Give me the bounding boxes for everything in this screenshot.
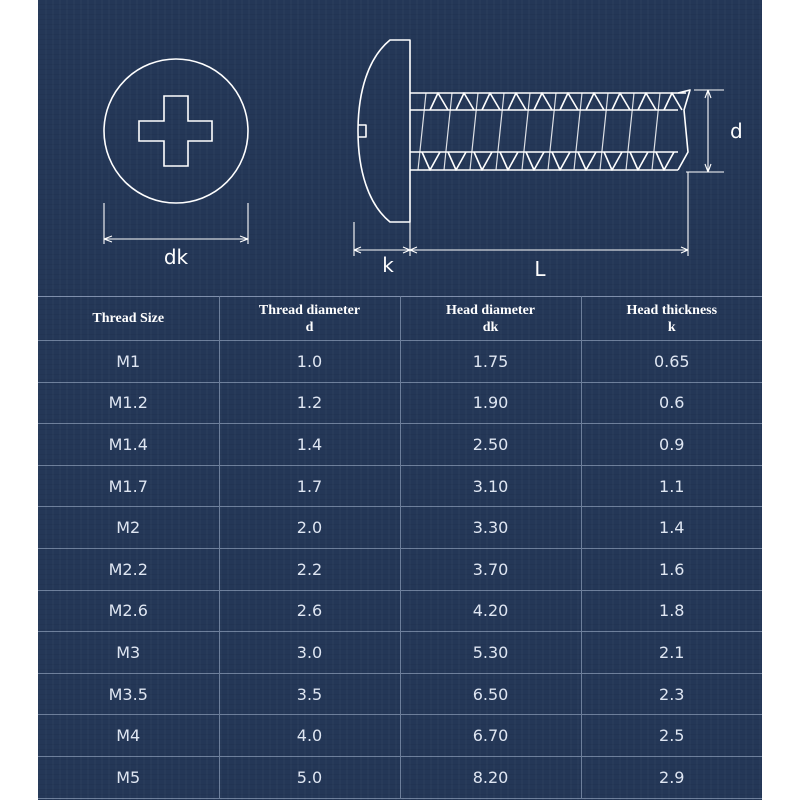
cell-head-thickness: 1.4: [581, 507, 762, 549]
k-and-l-dimensions: [354, 172, 688, 256]
header-thread-diameter: [219, 297, 400, 341]
self-tapping-tip: [678, 90, 690, 170]
cell-head-thickness: 2.1: [581, 632, 762, 674]
cell-thread-diameter: 1.0: [219, 341, 400, 383]
screw-head-top-view: [104, 59, 248, 203]
phillips-cross-recess: [139, 96, 212, 166]
cell-head-thickness: 2.9: [581, 756, 762, 798]
table-row: [38, 424, 762, 466]
cell-thread-diameter: 2.2: [219, 548, 400, 590]
cell-head-diameter: 1.90: [400, 382, 581, 424]
cell-head-diameter: 8.20: [400, 756, 581, 798]
screw-dimension-diagram: [38, 0, 762, 296]
header-line1: Head diameter: [445, 302, 536, 318]
table-row: [38, 341, 762, 383]
table-row: [38, 465, 762, 507]
table-row: [38, 548, 762, 590]
cell-thread-size: M2.2: [38, 548, 219, 590]
table-row: [38, 756, 762, 798]
cell-head-diameter: 3.10: [400, 465, 581, 507]
table-body: [38, 341, 762, 799]
header-line1: Thread diameter: [258, 302, 361, 318]
cell-thread-size: M1: [38, 341, 219, 383]
table-row: [38, 590, 762, 632]
cell-thread-diameter: 2.6: [219, 590, 400, 632]
cell-thread-diameter: 2.0: [219, 507, 400, 549]
header-thread-size: [38, 297, 219, 341]
cell-head-thickness: 0.9: [581, 424, 762, 466]
cell-thread-diameter: 1.4: [219, 424, 400, 466]
cell-thread-diameter: 3.0: [219, 632, 400, 674]
cell-head-thickness: 1.6: [581, 548, 762, 590]
cell-head-thickness: 1.1: [581, 465, 762, 507]
cell-head-diameter: 5.30: [400, 632, 581, 674]
screw-side-view: [358, 40, 690, 222]
head-outline-circle: [104, 59, 248, 203]
cell-head-diameter: 1.75: [400, 341, 581, 383]
d-label: d: [730, 119, 743, 143]
table-header-row: [38, 297, 762, 341]
dk-label: dk: [163, 245, 189, 269]
table-row: [38, 382, 762, 424]
cell-thread-diameter: 4.0: [219, 715, 400, 757]
cell-thread-diameter: 1.2: [219, 382, 400, 424]
cell-head-thickness: 1.8: [581, 590, 762, 632]
screw-spec-table: [38, 296, 762, 799]
cell-thread-size: M1.7: [38, 465, 219, 507]
header-line2: d: [305, 319, 314, 335]
l-label: L: [534, 257, 546, 281]
k-label: k: [382, 253, 394, 277]
header-head-diameter: [400, 297, 581, 341]
cell-head-diameter: 6.70: [400, 715, 581, 757]
cell-head-thickness: 2.5: [581, 715, 762, 757]
cell-thread-size: M5: [38, 756, 219, 798]
cell-head-thickness: 2.3: [581, 673, 762, 715]
header-line2: k: [667, 319, 676, 335]
cell-thread-size: M4: [38, 715, 219, 757]
table-row: [38, 507, 762, 549]
cell-thread-diameter: 1.7: [219, 465, 400, 507]
cell-thread-size: M1.2: [38, 382, 219, 424]
cell-thread-size: M2: [38, 507, 219, 549]
shank-core: [410, 110, 678, 152]
cell-head-diameter: 6.50: [400, 673, 581, 715]
header-head-thickness: [581, 297, 762, 341]
cell-thread-size: M3: [38, 632, 219, 674]
spec-sheet-panel: [38, 0, 762, 800]
header-line2: dk: [482, 319, 499, 335]
cell-head-thickness: 0.6: [581, 382, 762, 424]
cell-thread-size: M3.5: [38, 673, 219, 715]
header-line1: Thread Size: [92, 311, 165, 326]
d-dimension: [686, 90, 724, 172]
table-row: [38, 632, 762, 674]
dk-dimension: [104, 203, 248, 244]
cell-head-diameter: 4.20: [400, 590, 581, 632]
cell-thread-size: M1.4: [38, 424, 219, 466]
cell-thread-diameter: 5.0: [219, 756, 400, 798]
head-slot: [358, 125, 366, 137]
cell-head-diameter: 3.70: [400, 548, 581, 590]
cell-head-diameter: 3.30: [400, 507, 581, 549]
cell-head-diameter: 2.50: [400, 424, 581, 466]
cell-thread-diameter: 3.5: [219, 673, 400, 715]
table-row: [38, 673, 762, 715]
cell-head-thickness: 0.65: [581, 341, 762, 383]
cell-thread-size: M2.6: [38, 590, 219, 632]
table-row: [38, 715, 762, 757]
thread-helix-lines: [418, 93, 660, 170]
header-line1: Head thickness: [626, 302, 718, 318]
